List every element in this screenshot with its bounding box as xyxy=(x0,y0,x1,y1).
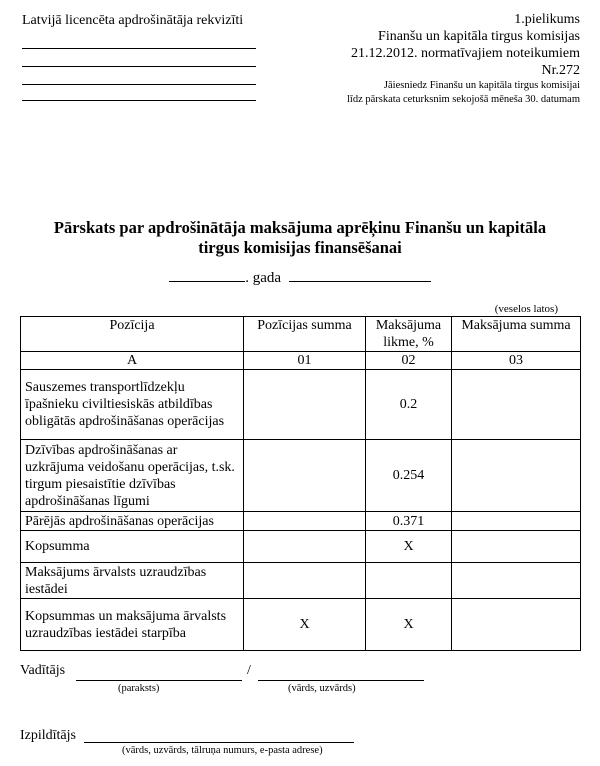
table-code-row xyxy=(21,352,581,370)
row-rate: 0.254 xyxy=(366,440,452,512)
code-03: 03 xyxy=(452,352,581,370)
row-position: Pārējās apdrošināšanas operācijas xyxy=(21,512,244,531)
report-title xyxy=(0,218,600,258)
table-row xyxy=(21,440,581,512)
row-sum: X xyxy=(244,599,366,651)
table-header-row xyxy=(21,317,581,352)
manager-label: Vadītājs xyxy=(20,663,66,678)
row-sum[interactable] xyxy=(244,563,366,599)
year-input[interactable] xyxy=(169,267,245,282)
table-row xyxy=(21,370,581,440)
requisites-line[interactable] xyxy=(22,84,256,85)
header-payment: Maksājuma summa xyxy=(452,317,581,352)
unit-note: (veselos latos) xyxy=(494,303,558,315)
row-sum[interactable] xyxy=(244,440,366,512)
row-payment[interactable] xyxy=(452,599,581,651)
requisites-line[interactable] xyxy=(22,48,256,49)
report-title-line: Pārskats par apdrošinātāja maksājuma aprēķinu Finanšu un kapitāla xyxy=(53,218,547,237)
executor-caption: (vārds, uzvārds, tālruņa numurs, e-pasta adrese) xyxy=(122,745,323,756)
row-rate: 0.371 xyxy=(366,512,452,531)
row-sum[interactable] xyxy=(244,531,366,563)
annex-label: 1.pielikums xyxy=(514,12,580,27)
executor-line[interactable] xyxy=(84,742,354,743)
row-position: Kopsummas un maksājuma ārvalsts uzraudzības iestādei starpība xyxy=(21,599,244,651)
requisites-line[interactable] xyxy=(22,66,256,67)
signature-caption: (paraksts) xyxy=(118,683,160,694)
annex-block xyxy=(347,11,580,107)
submit-note: Jāiesniedz Finanšu un kapitāla tirgus komisijai xyxy=(383,80,580,91)
regulation-number: Nr.272 xyxy=(541,63,580,78)
row-payment[interactable] xyxy=(452,440,581,512)
manager-name-line[interactable] xyxy=(258,680,424,681)
row-rate: 0.2 xyxy=(366,370,452,440)
requisites-line[interactable] xyxy=(22,100,256,101)
header-rate: Maksājuma likme, % xyxy=(366,317,452,352)
table-row xyxy=(21,512,581,531)
row-payment[interactable] xyxy=(452,531,581,563)
report-title-line: tirgus komisijas finansēšanai xyxy=(198,238,402,257)
row-payment[interactable] xyxy=(452,512,581,531)
row-sum[interactable] xyxy=(244,370,366,440)
row-rate: X xyxy=(366,599,452,651)
table-row xyxy=(21,563,581,599)
table-row xyxy=(21,599,581,651)
commission-label: Finanšu un kapitāla tirgus komisijas xyxy=(378,29,580,44)
executor-label: Izpildītājs xyxy=(20,728,76,743)
code-02: 02 xyxy=(366,352,452,370)
year-row xyxy=(0,267,600,287)
code-a: A xyxy=(21,352,244,370)
name-caption: (vārds, uzvārds) xyxy=(288,683,356,694)
row-sum[interactable] xyxy=(244,512,366,531)
manager-signature-line[interactable] xyxy=(76,680,242,681)
row-position: Sauszemes transportlīdzekļu īpašnieku civiltiesiskās atbildības obligātās apdrošināšanas operācijas xyxy=(21,370,244,440)
submit-deadline: līdz pārskata ceturksnim sekojošā mēneša 30. datumam xyxy=(347,94,580,105)
period-input[interactable] xyxy=(289,267,431,282)
table-row xyxy=(21,531,581,563)
row-payment[interactable] xyxy=(452,563,581,599)
header-position: Pozīcija xyxy=(21,317,244,352)
header-sum: Pozīcijas summa xyxy=(244,317,366,352)
regulation-label: 21.12.2012. normatīvajiem noteikumiem xyxy=(350,46,580,61)
row-rate: X xyxy=(366,531,452,563)
code-01: 01 xyxy=(244,352,366,370)
row-rate xyxy=(366,563,452,599)
payment-table xyxy=(20,316,581,651)
requisites-title: Latvijā licencēta apdrošinātāja rekvizīti xyxy=(22,13,244,28)
row-payment[interactable] xyxy=(452,370,581,440)
row-position: Dzīvības apdrošināšanas ar uzkrājuma veidošanu operācijas, t.sk. tirgum piesaistītie dzīvības apdrošināšanas līgumi xyxy=(21,440,244,512)
row-position: Maksājums ārvalsts uzraudzības iestādei xyxy=(21,563,244,599)
row-position: Kopsumma xyxy=(21,531,244,563)
signature-separator: / xyxy=(247,663,251,678)
year-label: . gada xyxy=(245,270,282,286)
